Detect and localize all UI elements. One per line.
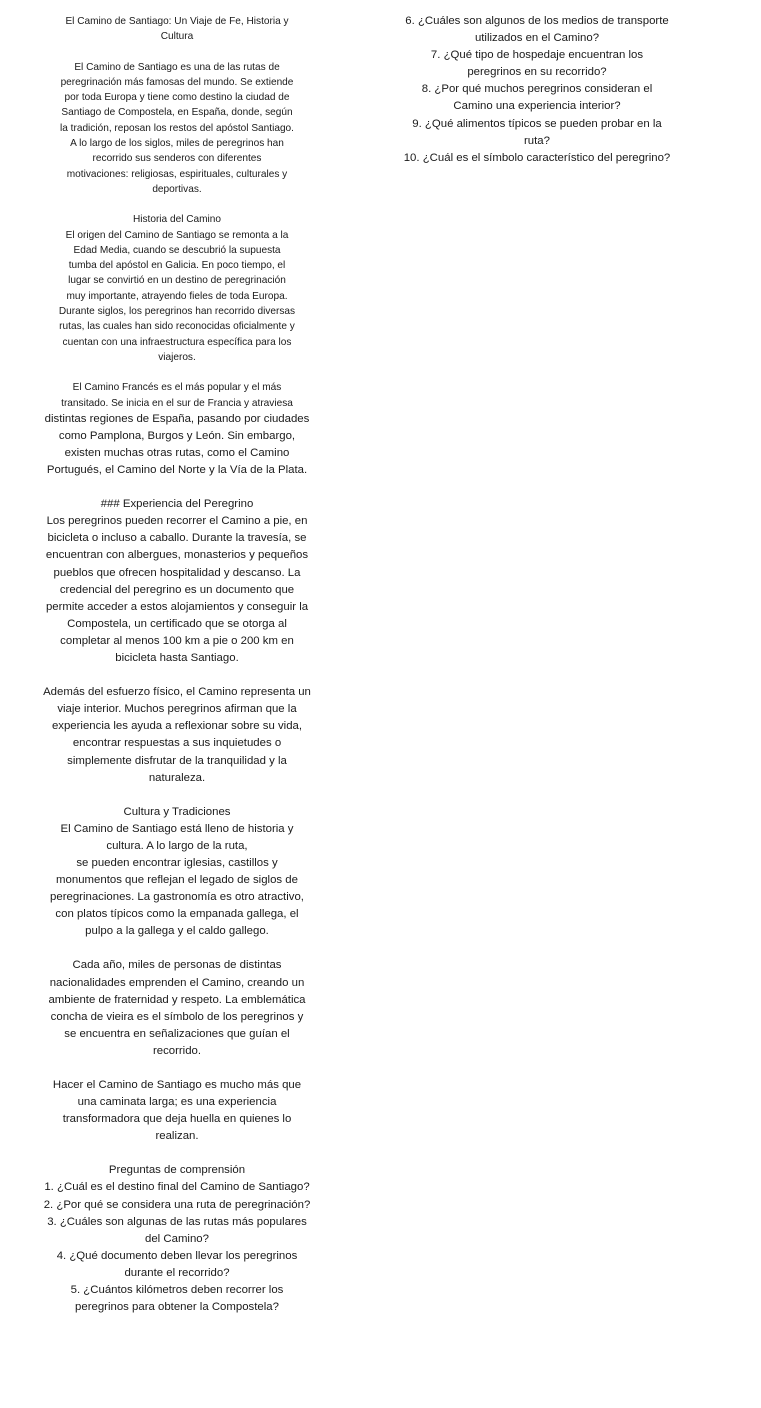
article-title	[20, 14, 334, 45]
text-line: se encuentra en señalizaciones que guían el	[64, 1027, 290, 1040]
text-line: existen muchas otras rutas, como el Camino	[64, 447, 290, 460]
text-line: El Camino de Santiago: Un Viaje de Fe, Historia y	[65, 16, 289, 27]
text-line: con platos típicos como la empanada gallega, el	[55, 908, 299, 921]
text-line: transitado. Se inicia en el sur de Francia y atraviesa	[61, 397, 293, 409]
text-line: ambiente de fraternidad y respeto. La emblemática	[48, 993, 306, 1006]
text-line: A lo largo de los siglos, miles de peregrinos han	[70, 138, 284, 150]
text-line: Compostela, un certificado que se otorga al	[67, 617, 287, 630]
text-line: bicicleta hasta Santiago.	[115, 652, 239, 665]
text-line: completar al menos 100 km a pie o 200 km en	[60, 634, 294, 647]
text-line: Además del esfuerzo físico, el Camino representa un	[43, 686, 311, 699]
text-line: transformadora que deja huella en quienes lo	[62, 1113, 292, 1126]
interior-paragraph	[20, 684, 334, 787]
text-line: 4. ¿Qué documento deben llevar los peregrinos	[56, 1249, 298, 1262]
left-column	[20, 0, 334, 1316]
text-line: cultura. A lo largo de la ruta,	[106, 839, 248, 852]
fraternity-paragraph	[20, 957, 334, 1060]
text-line: Camino una experiencia interior?	[453, 100, 621, 113]
text-line: peregrinación más famosas del mundo. Se extiende	[60, 76, 294, 88]
text-line: pulpo a la gallega y el caldo gallego.	[85, 925, 269, 938]
text-line: encontrar respuestas a sus inquietudes o	[72, 737, 282, 750]
text-line: 3. ¿Cuáles son algunas de las rutas más populares	[47, 1215, 307, 1228]
questions-list-right	[388, 13, 686, 167]
text-line: 9. ¿Qué alimentos típicos se pueden probar en la	[412, 117, 662, 130]
culture-heading-text: Cultura y Tradiciones	[123, 805, 231, 818]
text-line: viaje interior. Muchos peregrinos afirman que la	[57, 703, 297, 716]
text-line: rutas, las cuales han sido reconocidas oficialmente y	[59, 321, 295, 333]
text-line: 5. ¿Cuántos kilómetros deben recorrer los	[70, 1284, 284, 1297]
culture-paragraph	[20, 821, 334, 941]
text-line: peregrinaciones. La gastronomía es otro atractivo,	[50, 891, 304, 904]
text-line: ruta?	[524, 134, 550, 147]
text-line: utilizados en el Camino?	[474, 32, 600, 45]
text-line: durante el recorrido?	[124, 1266, 230, 1279]
experience-paragraph	[20, 513, 334, 667]
text-line: se pueden encontrar iglesias, castillos y	[76, 856, 278, 869]
text-line: peregrinos en su recorrido?	[467, 66, 607, 79]
frances-paragraph-start	[20, 380, 334, 411]
text-line: cuentan con una infraestructura específica para los	[62, 336, 292, 348]
text-line: El Camino de Santiago es una de las rutas de	[74, 61, 280, 73]
text-line: recorrido.	[152, 1044, 202, 1057]
text-line: 6. ¿Cuáles son algunos de los medios de transporte	[405, 15, 669, 27]
text-line: recorrido sus senderos con diferentes	[92, 153, 262, 165]
text-line: Hacer el Camino de Santiago es mucho más que	[52, 1079, 302, 1092]
text-line: como Pamplona, Burgos y León. Sin embargo,	[58, 429, 296, 442]
text-line: Cada año, miles de personas de distintas	[72, 959, 282, 972]
text-line: Edad Media, cuando se descubrió la supuesta	[73, 244, 281, 256]
experience-heading-text: ### Experiencia del Peregrino	[100, 498, 254, 511]
text-line: deportivas.	[152, 183, 202, 195]
questions-list-left	[20, 1179, 334, 1316]
text-line: permite acceder a estos alojamientos y conseguir la	[45, 600, 309, 613]
text-line: lugar se convirtió en un destino de peregrinación	[68, 275, 286, 287]
text-line: credencial del peregrino es un documento que	[59, 583, 295, 596]
frances-paragraph-end	[20, 411, 334, 479]
text-line: nacionalidades emprenden el Camino, creando un	[49, 976, 305, 989]
right-column	[388, 0, 686, 167]
history-heading-text: Historia del Camino	[132, 214, 222, 226]
text-line: encuentran con albergues, monasterios y pequeños	[45, 549, 309, 562]
text-line: pueblos que ofrecen hospitalidad y descanso. La	[53, 566, 301, 579]
text-line: por toda Europa y tiene como destino la ciudad de	[64, 92, 290, 104]
text-line: experiencia les ayuda a reflexionar sobre su vida,	[51, 720, 303, 733]
text-line: bicicleta o incluso a caballo. Durante la travesía, se	[47, 532, 307, 545]
text-line: El Camino de Santiago está lleno de historia y	[60, 822, 294, 835]
text-line: motivaciones: religiosas, espirituales, culturales y	[66, 168, 288, 180]
text-line: Santiago de Compostela, en España, donde, según	[61, 107, 293, 119]
text-line: monumentos que reflejan el legado de siglos de	[56, 874, 298, 887]
text-line: una caminata larga; es una experiencia	[77, 1096, 277, 1109]
closing-paragraph	[20, 1077, 334, 1145]
text-line: concha de vieira es el símbolo de los peregrinos y	[50, 1010, 304, 1023]
text-line: 2. ¿Por qué se considera una ruta de peregrinación?	[43, 1198, 311, 1211]
intro-paragraph	[20, 60, 334, 198]
text-line: Cultura	[160, 31, 194, 43]
text-line: Durante siglos, los peregrinos han recorrido diversas	[58, 306, 296, 318]
text-line: peregrinos para obtener la Compostela?	[75, 1301, 279, 1314]
text-line: simplemente disfrutar de la tranquilidad y la	[67, 754, 287, 767]
questions-heading	[20, 1162, 334, 1179]
text-line: realizan.	[155, 1130, 199, 1143]
questions-heading-text: Preguntas de comprensión	[108, 1164, 246, 1177]
history-heading	[20, 212, 334, 227]
text-line: Los peregrinos pueden recorrer el Camino a pie, en	[46, 515, 308, 528]
experience-heading	[20, 496, 334, 513]
text-line: El origen del Camino de Santiago se remonta a la	[65, 229, 289, 241]
text-line: muy importante, atrayendo fieles de toda Europa.	[66, 290, 288, 302]
text-line: 10. ¿Cuál es el símbolo característico del peregrino?	[403, 151, 671, 164]
text-line: del Camino?	[145, 1232, 209, 1245]
text-line: 1. ¿Cuál es el destino final del Camino de Santiago?	[44, 1181, 310, 1194]
text-line: 7. ¿Qué tipo de hospedaje encuentran los	[430, 49, 644, 62]
text-line: Portugués, el Camino del Norte y la Vía de la Plata.	[46, 464, 308, 477]
text-line: 8. ¿Por qué muchos peregrinos consideran el	[421, 83, 653, 96]
text-line: la tradición, reposan los restos del apóstol Santiago.	[60, 122, 294, 134]
text-line: tumba del apóstol en Galicia. En poco tiempo, el	[68, 260, 286, 272]
history-paragraph	[20, 228, 334, 366]
text-line: El Camino Francés es el más popular y el más	[72, 382, 282, 394]
text-line: viajeros.	[158, 351, 196, 363]
culture-heading	[20, 804, 334, 821]
text-line: distintas regiones de España, pasando por ciudades	[44, 412, 310, 425]
text-line: naturaleza.	[148, 771, 206, 784]
